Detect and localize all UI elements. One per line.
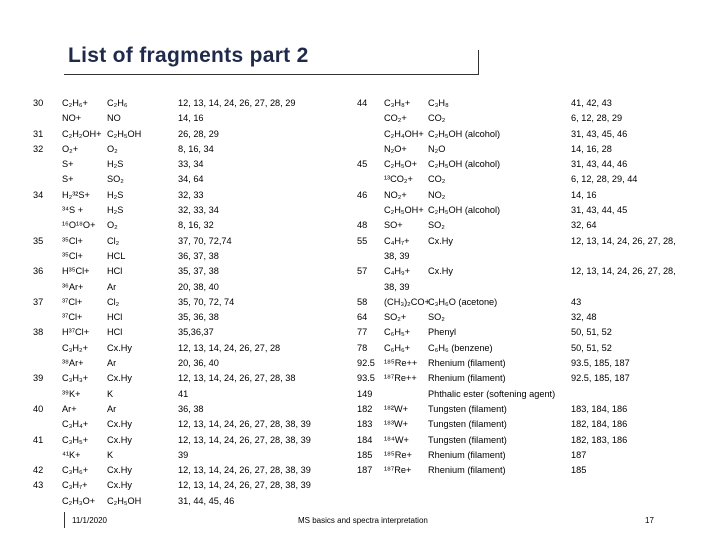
peaks-cell: 12, 13, 14, 24, 26, 27, 28, 38, 39: [178, 419, 311, 430]
peaks-cell: 20, 36, 40: [178, 358, 219, 369]
neutral-cell: K: [107, 449, 114, 460]
peaks-cell: 41: [178, 388, 189, 399]
mz-cell: 64: [357, 312, 368, 323]
mz-cell: 36: [33, 266, 44, 277]
ion-cell: SO+: [384, 220, 403, 231]
peaks-cell: 35, 37, 38: [178, 266, 219, 277]
ion-cell: C₂H₃O+: [62, 495, 96, 506]
table-row: [360, 280, 720, 295]
ion-cell: C₃H₆+: [62, 465, 89, 476]
ion-cell: ¹⁸²W+: [384, 403, 409, 414]
ion-cell: ¹⁸³W+: [384, 419, 409, 430]
neutral-cell: Phenyl: [428, 327, 457, 338]
mz-cell: 57: [357, 266, 368, 277]
footer-date: 11/1/2020: [72, 516, 107, 525]
right-fragment-table: [357, 96, 720, 478]
neutral-cell: NO: [107, 113, 121, 124]
ion-cell: C₂H₂OH+: [62, 128, 102, 139]
peaks-cell: 6, 12, 28, 29: [571, 113, 623, 124]
neutral-cell: Cl₂: [107, 296, 120, 307]
table-row: [0, 478, 360, 493]
table-row: [0, 96, 360, 111]
ion-cell: NO₂+: [384, 189, 407, 200]
table-row: [357, 157, 720, 172]
peaks-cell: 12, 13, 14, 24, 26, 27, 28, 38, 39: [178, 434, 311, 445]
neutral-cell: Cx.Hy: [107, 434, 133, 445]
neutral-cell: Cx.Hy: [107, 342, 133, 353]
mz-cell: 183: [357, 419, 373, 430]
mz-cell: 182: [357, 403, 373, 414]
ion-cell: H³⁵Cl+: [62, 266, 90, 277]
table-row: [360, 142, 720, 157]
peaks-cell: 26, 28, 29: [178, 128, 219, 139]
mz-cell: 46: [357, 189, 368, 200]
peaks-cell: 14, 16: [571, 189, 597, 200]
ion-cell: ³⁵Cl+: [62, 235, 83, 246]
peaks-cell: 93.5, 185, 187: [571, 358, 630, 369]
peaks-cell: 43: [571, 296, 582, 307]
ion-cell: C₂H₅OH+: [384, 205, 424, 216]
table-row: [360, 203, 720, 218]
mz-cell: 93.5: [357, 373, 375, 384]
table-row: [0, 448, 360, 463]
ion-cell: ¹⁸⁷Re+: [384, 465, 412, 476]
ion-cell: N₂O+: [384, 143, 407, 154]
peaks-cell: 39: [178, 449, 189, 460]
footer-divider: [64, 512, 65, 528]
table-row: [0, 142, 360, 157]
neutral-cell: O₂: [107, 143, 118, 154]
peaks-cell: 182, 184, 186: [571, 419, 628, 430]
mz-cell: 39: [33, 373, 44, 384]
peaks-cell: 20, 38, 40: [178, 281, 219, 292]
neutral-cell: Cx.Hy: [107, 465, 133, 476]
neutral-cell: HCL: [107, 250, 126, 261]
mz-cell: 34: [33, 189, 44, 200]
mz-cell: 77: [357, 327, 368, 338]
neutral-cell: CO₂: [428, 113, 446, 124]
neutral-cell: N₂O: [428, 143, 446, 154]
ion-cell: O₂+: [62, 143, 79, 154]
mz-cell: 38: [33, 327, 44, 338]
ion-cell: ³⁶Ar+: [62, 281, 84, 292]
table-row: [0, 494, 360, 509]
peaks-cell: 35,36,37: [178, 327, 214, 338]
peaks-cell: 185: [571, 465, 587, 476]
ion-cell: ³⁸Ar+: [62, 358, 84, 369]
peaks-cell: 31, 43, 44, 46: [571, 159, 628, 170]
table-row: [0, 341, 360, 356]
mz-cell: 149: [357, 388, 373, 399]
ion-cell: ³⁵Cl+: [62, 250, 83, 261]
mz-cell: 184: [357, 434, 373, 445]
table-row: [357, 448, 720, 463]
neutral-cell: C₂H₆: [107, 98, 128, 108]
table-row: [0, 310, 360, 325]
mz-cell: 187: [357, 465, 373, 476]
peaks-cell: 14, 16, 28: [571, 143, 612, 154]
table-row: [357, 387, 720, 402]
ion-cell: 38, 39: [384, 281, 410, 292]
neutral-cell: Tungsten (filament): [428, 434, 507, 445]
ion-cell: NO+: [62, 113, 82, 124]
ion-cell: ⁴¹K+: [62, 449, 81, 460]
neutral-cell: Cx.Hy: [428, 235, 454, 246]
table-row: [0, 371, 360, 386]
neutral-cell: C₂H₅OH (alcohol): [428, 128, 501, 139]
neutral-cell: Rhenium (filament): [428, 358, 506, 369]
mz-cell: 40: [33, 403, 44, 414]
ion-cell: C₃H₅+: [62, 434, 89, 445]
ion-cell: 38, 39: [384, 250, 410, 261]
neutral-cell: NO₂: [428, 189, 446, 200]
peaks-cell: 34, 64: [178, 174, 204, 185]
table-row: [0, 295, 360, 310]
neutral-cell: Cx.Hy: [107, 480, 133, 491]
table-row: [0, 234, 360, 249]
peaks-cell: 31, 43, 44, 45: [571, 205, 628, 216]
ion-cell: C₆H₅+: [384, 327, 411, 338]
mz-cell: 37: [33, 296, 44, 307]
ion-cell: C₄H₇+: [384, 235, 410, 246]
peaks-cell: 35, 36, 38: [178, 312, 219, 323]
table-row: [0, 188, 360, 203]
table-row: [357, 463, 720, 478]
table-row: [360, 127, 720, 142]
peaks-cell: 6, 12, 28, 29, 44: [571, 174, 638, 185]
peaks-cell: 182, 183, 186: [571, 434, 628, 445]
neutral-cell: HCl: [107, 266, 123, 277]
ion-cell: ³⁴S +: [62, 205, 84, 216]
table-row: [357, 264, 720, 279]
table-row: [357, 433, 720, 448]
table-row: [360, 172, 720, 187]
ion-cell: ³⁷Cl+: [62, 296, 83, 307]
left-fragment-table: [0, 96, 360, 509]
ion-cell: C₄H₉+: [384, 266, 411, 277]
neutral-cell: H₂S: [107, 189, 124, 200]
table-row: [357, 218, 720, 233]
footer-title: MS basics and spectra interpretation: [298, 516, 428, 525]
ion-cell: C₃H₄+: [62, 419, 89, 430]
mz-cell: 31: [33, 128, 44, 139]
peaks-cell: 92.5, 185, 187: [571, 373, 630, 384]
neutral-cell: Tungsten (filament): [428, 419, 507, 430]
peaks-cell: 12, 13, 14, 24, 26, 27, 28: [178, 342, 281, 353]
neutral-cell: Ar: [107, 358, 117, 369]
table-row: [357, 356, 720, 371]
neutral-cell: CO₂: [428, 174, 446, 185]
table-row: [0, 218, 360, 233]
peaks-cell: 12, 13, 14, 24, 26, 27, 28, 38: [178, 373, 296, 384]
table-row: [0, 387, 360, 402]
peaks-cell: 35, 70, 72, 74: [178, 296, 235, 307]
neutral-cell: Rhenium (filament): [428, 465, 506, 476]
ion-cell: ¹⁸⁵Re+: [384, 449, 412, 460]
mz-cell: 78: [357, 342, 368, 353]
peaks-cell: 31, 44, 45, 46: [178, 495, 235, 506]
neutral-cell: Tungsten (filament): [428, 403, 507, 414]
title-underline: [64, 74, 479, 75]
neutral-cell: O₂: [107, 220, 118, 231]
ion-cell: ³⁹K+: [62, 388, 81, 399]
ion-cell: ³⁷Cl+: [62, 312, 83, 323]
title-divider-tick: [478, 50, 479, 75]
mz-cell: 92.5: [357, 358, 375, 369]
neutral-cell: C₆H₆ (benzene): [428, 342, 493, 353]
mz-cell: 43: [33, 480, 44, 491]
ion-cell: (CH₃)₂CO+: [384, 296, 430, 307]
peaks-cell: 33, 34: [178, 159, 204, 170]
mz-cell: 32: [33, 143, 44, 154]
ion-cell: C₆H₆+: [384, 342, 411, 353]
table-row: [357, 402, 720, 417]
peaks-cell: 32, 48: [571, 312, 597, 323]
peaks-cell: 12, 13, 14, 24, 26, 27, 28, 38, 39: [178, 480, 311, 491]
table-row: [357, 96, 720, 111]
table-row: [0, 280, 360, 295]
peaks-cell: 187: [571, 449, 587, 460]
peaks-cell: 8, 16, 32: [178, 220, 214, 231]
table-row: [0, 463, 360, 478]
table-row: [360, 111, 720, 126]
neutral-cell: Rhenium (filament): [428, 373, 506, 384]
peaks-cell: 12, 13, 14, 24, 26, 27, 28, 29: [178, 98, 296, 108]
mz-cell: 48: [357, 220, 368, 231]
ion-cell: H³⁷Cl+: [62, 327, 90, 338]
mz-cell: 42: [33, 465, 44, 476]
table-row: [357, 371, 720, 386]
neutral-cell: H₂S: [107, 159, 124, 170]
ion-cell: SO₂+: [384, 312, 407, 323]
table-row: [0, 325, 360, 340]
neutral-cell: K: [107, 388, 114, 399]
page-number: 17: [645, 516, 654, 525]
table-row: [360, 249, 720, 264]
peaks-cell: 50, 51, 52: [571, 342, 612, 353]
ion-cell: C₂H₆+: [62, 98, 88, 108]
peaks-cell: 12, 13, 14, 24, 26, 27, 28,: [571, 235, 676, 246]
ion-cell: C₃H₇+: [62, 480, 88, 491]
neutral-cell: C₂H₅OH: [107, 128, 142, 139]
mz-cell: 30: [33, 98, 44, 108]
neutral-cell: Rhenium (filament): [428, 449, 506, 460]
table-row: [0, 402, 360, 417]
ion-cell: ¹⁸⁴W+: [384, 434, 409, 445]
table-row: [0, 172, 360, 187]
neutral-cell: C₂H₅OH (alcohol): [428, 205, 501, 216]
ion-cell: S+: [62, 174, 74, 185]
neutral-cell: HCl: [107, 312, 123, 323]
peaks-cell: 183, 184, 186: [571, 403, 628, 414]
peaks-cell: 32, 33: [178, 189, 204, 200]
ion-cell: ¹⁶O¹⁸O+: [62, 220, 96, 231]
neutral-cell: C₂H₅OH: [107, 495, 142, 506]
ion-cell: C₃H₃+: [62, 373, 89, 384]
neutral-cell: SO₂: [428, 312, 445, 323]
table-row: [0, 264, 360, 279]
mz-cell: 44: [357, 98, 368, 108]
peaks-cell: 12, 13, 14, 24, 26, 27, 28, 38, 39: [178, 465, 311, 476]
ion-cell: S+: [62, 159, 74, 170]
neutral-cell: Cx.Hy: [428, 266, 454, 277]
peaks-cell: 14, 16: [178, 113, 204, 124]
peaks-cell: 32, 33, 34: [178, 205, 219, 216]
mz-cell: 185: [357, 449, 373, 460]
peaks-cell: 37, 70, 72,74: [178, 235, 232, 246]
neutral-cell: C₃H₆O (acetone): [428, 296, 498, 307]
ion-cell: ¹³CO₂+: [384, 174, 413, 185]
table-row: [357, 325, 720, 340]
neutral-cell: C₂H₅OH (alcohol): [428, 159, 501, 170]
peaks-cell: 36, 37, 38: [178, 250, 219, 261]
mz-cell: 55: [357, 235, 368, 246]
table-row: [0, 417, 360, 432]
table-row: [357, 341, 720, 356]
mz-cell: 41: [33, 434, 44, 445]
table-row: [357, 234, 720, 249]
page-title: List of fragments part 2: [68, 44, 309, 67]
table-row: [0, 127, 360, 142]
ion-cell: Ar+: [62, 403, 77, 414]
mz-cell: 45: [357, 159, 368, 170]
ion-cell: CO₂+: [384, 113, 407, 124]
table-row: [0, 157, 360, 172]
table-row: [0, 111, 360, 126]
neutral-cell: SO₂: [107, 174, 124, 185]
ion-cell: C₂H₅O+: [384, 159, 418, 170]
neutral-cell: SO₂: [428, 220, 445, 231]
mz-cell: 58: [357, 296, 368, 307]
ion-cell: ¹⁸⁷Re++: [384, 373, 417, 384]
peaks-cell: 31, 43, 45, 46: [571, 128, 628, 139]
neutral-cell: Cx.Hy: [107, 419, 133, 430]
ion-cell: C₃H₂+: [62, 342, 88, 353]
peaks-cell: 36, 38: [178, 403, 204, 414]
ion-cell: C₃H₈+: [384, 98, 411, 108]
ion-cell: ¹⁸⁵Re++: [384, 358, 418, 369]
neutral-cell: Ar: [107, 403, 117, 414]
table-row: [0, 203, 360, 218]
neutral-cell: Phthalic ester (softening agent): [428, 388, 556, 399]
table-row: [357, 417, 720, 432]
neutral-cell: Cx.Hy: [107, 373, 133, 384]
peaks-cell: 12, 13, 14, 24, 26, 27, 28,: [571, 266, 676, 277]
ion-cell: H₂³²S+: [62, 189, 90, 200]
neutral-cell: Ar: [107, 281, 117, 292]
peaks-cell: 32, 64: [571, 220, 597, 231]
neutral-cell: H₂S: [107, 205, 124, 216]
neutral-cell: HCl: [107, 327, 123, 338]
table-row: [0, 249, 360, 264]
neutral-cell: C₃H₈: [428, 98, 449, 108]
table-row: [357, 295, 720, 310]
table-row: [0, 433, 360, 448]
peaks-cell: 8, 16, 34: [178, 143, 214, 154]
ion-cell: C₂H₄OH+: [384, 128, 424, 139]
table-row: [357, 188, 720, 203]
neutral-cell: Cl₂: [107, 235, 120, 246]
table-row: [357, 310, 720, 325]
mz-cell: 35: [33, 235, 44, 246]
table-row: [0, 356, 360, 371]
peaks-cell: 41, 42, 43: [571, 98, 612, 108]
peaks-cell: 50, 51, 52: [571, 327, 612, 338]
